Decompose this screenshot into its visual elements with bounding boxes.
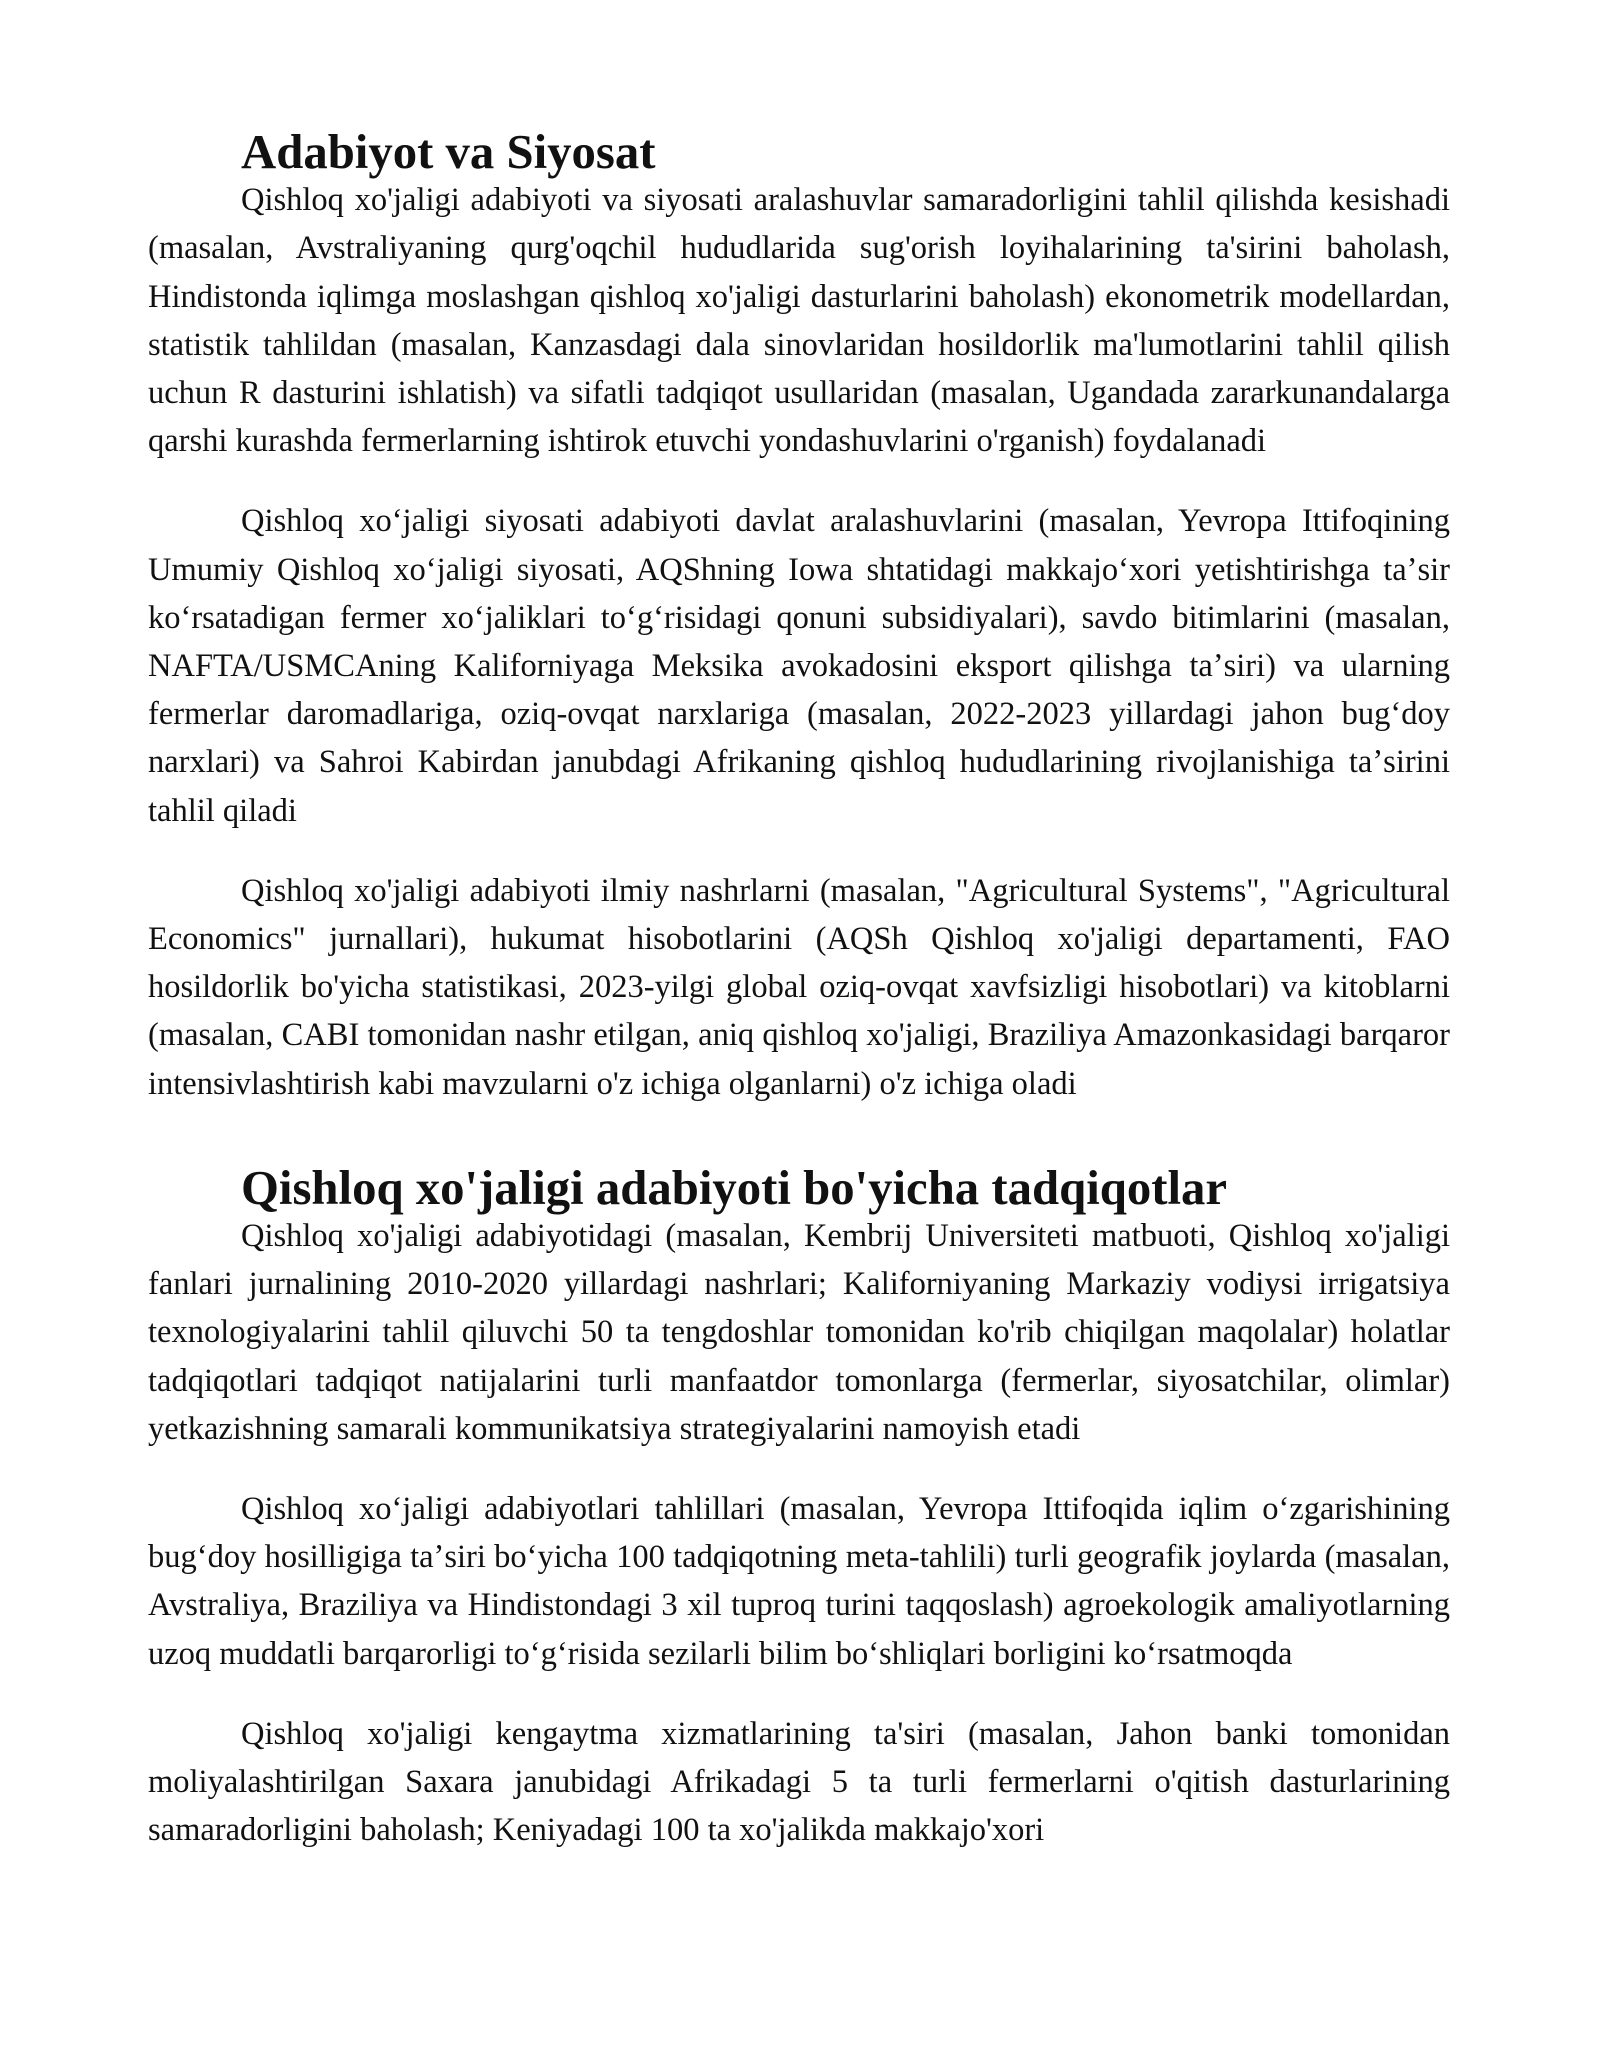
paragraph: Qishloq xo'jaligi adabiyoti ilmiy nashrlarni (masalan, "Agricultural Systems", "Agricultural Economics" jurnallari), hukumat hisobotlarini (AQSh Qishloq xo'jaligi departamenti, FAO hosildorlik bo'yicha statistikasi, 2023-yilgi global oziq-ovqat xavfsizligi hisobotlari) va kitoblarni (masalan, CABI tomonidan nashr etilgan, aniq qishloq xo'jaligi, Braziliya Amazonkasidagi barqaror intensivlashtirish kabi mavzularni o'z ichiga olganlarni) o'z ichiga oladi [148, 872, 1450, 1102]
paragraph: Qishloq xoʻjaligi siyosati adabiyoti davlat aralashuvlarini (masalan, Yevropa Ittifoqining Umumiy Qishloq xoʻjaligi siyosati, AQShning Iowa shtatidagi makkajoʻxori yetishtirishga taʼsir koʻrsatadigan fermer xoʻjaliklari toʻgʻrisidagi qonuni subsidiyalari), savdo bitimlarini (masalan, NAFTA/USMCAning Kaliforniyaga Meksika avokadosini eksport qilishga taʼsiri) va ularning fermerlar daromadlariga, oziq-ovqat narxlariga (masalan, 2022-2023 yillardagi jahon bugʻdoy narxlari) va Sahroi Kabirdan janubdagi Afrikaning qishloq hududlarining rivojlanishiga taʼsirini tahlil qiladi [148, 503, 1450, 829]
paragraph: Qishloq xo'jaligi adabiyoti va siyosati aralashuvlar samaradorligini tahlil qilishda kesishadi (masalan, Avstraliyaning qurg'oqchil hududlarida sug'orish loyihalarining ta'sirini baholash, Hindistonda iqlimga moslashgan qishloq xo'jaligi dasturlarini baholash) ekonometrik modellardan, statistik tahlildan (masalan, Kanzasdagi dala sinovlaridan hosildorlik ma'lumotlarini tahlil qilish uchun R dasturini ishlatish) va sifatli tadqiqot usullaridan (masalan, Ugandada zararkunandalarga qarshi kurashda fermerlarning ishtirok etuvchi yondashuvlarini o'rganish) foydalanadi [148, 182, 1450, 460]
section-heading-research: Qishloq xo'jaligi adabiyoti bo'yicha tadqiqotlar [241, 1160, 1228, 1215]
paragraph: Qishloq xoʻjaligi adabiyotlari tahlillari (masalan, Yevropa Ittifoqida iqlim oʻzgarishining bugʻdoy hosilligiga taʼsiri boʻyicha 100 tadqiqotning meta-tahlili) turli geografik joylarda (masalan, Avstraliya, Braziliya va Hindistondagi 3 xil tuproq turini taqqoslash) agroekologik amaliyotlarning uzoq muddatli barqarorligi toʻgʻrisida sezilarli bilim boʻshliqlari borligini koʻrsatmoqda [148, 1491, 1450, 1672]
document-page [148, 125, 1450, 1887]
section-heading-literature-policy: Adabiyot va Siyosat [241, 125, 656, 179]
paragraph: Qishloq xo'jaligi adabiyotidagi (masalan, Kembrij Universiteti matbuoti, Qishloq xo'jaligi fanlari jurnalining 2010-2020 yillardagi nashrlari; Kaliforniyaning Markaziy vodiysi irrigatsiya texnologiyalarini tahlil qiluvchi 50 ta tengdoshlar tomonidan ko'rib chiqilgan maqolalar) holatlar tadqiqotlari tadqiqot natijalarini turli manfaatdor tomonlarga (fermerlar, siyosatchilar, olimlar) yetkazishning samarali kommunikatsiya strategiyalarini namoyish etadi [148, 1218, 1450, 1447]
paragraph: Qishloq xo'jaligi kengaytma xizmatlarining ta'siri (masalan, Jahon banki tomonidan moliyalashtirilgan Saxara janubidagi Afrikadagi 5 ta turli fermerlarni o'qitish dasturlarining samaradorligini baholash; Keniyadagi 100 ta xo'jalikda makkajo'xori [148, 1715, 1450, 1849]
